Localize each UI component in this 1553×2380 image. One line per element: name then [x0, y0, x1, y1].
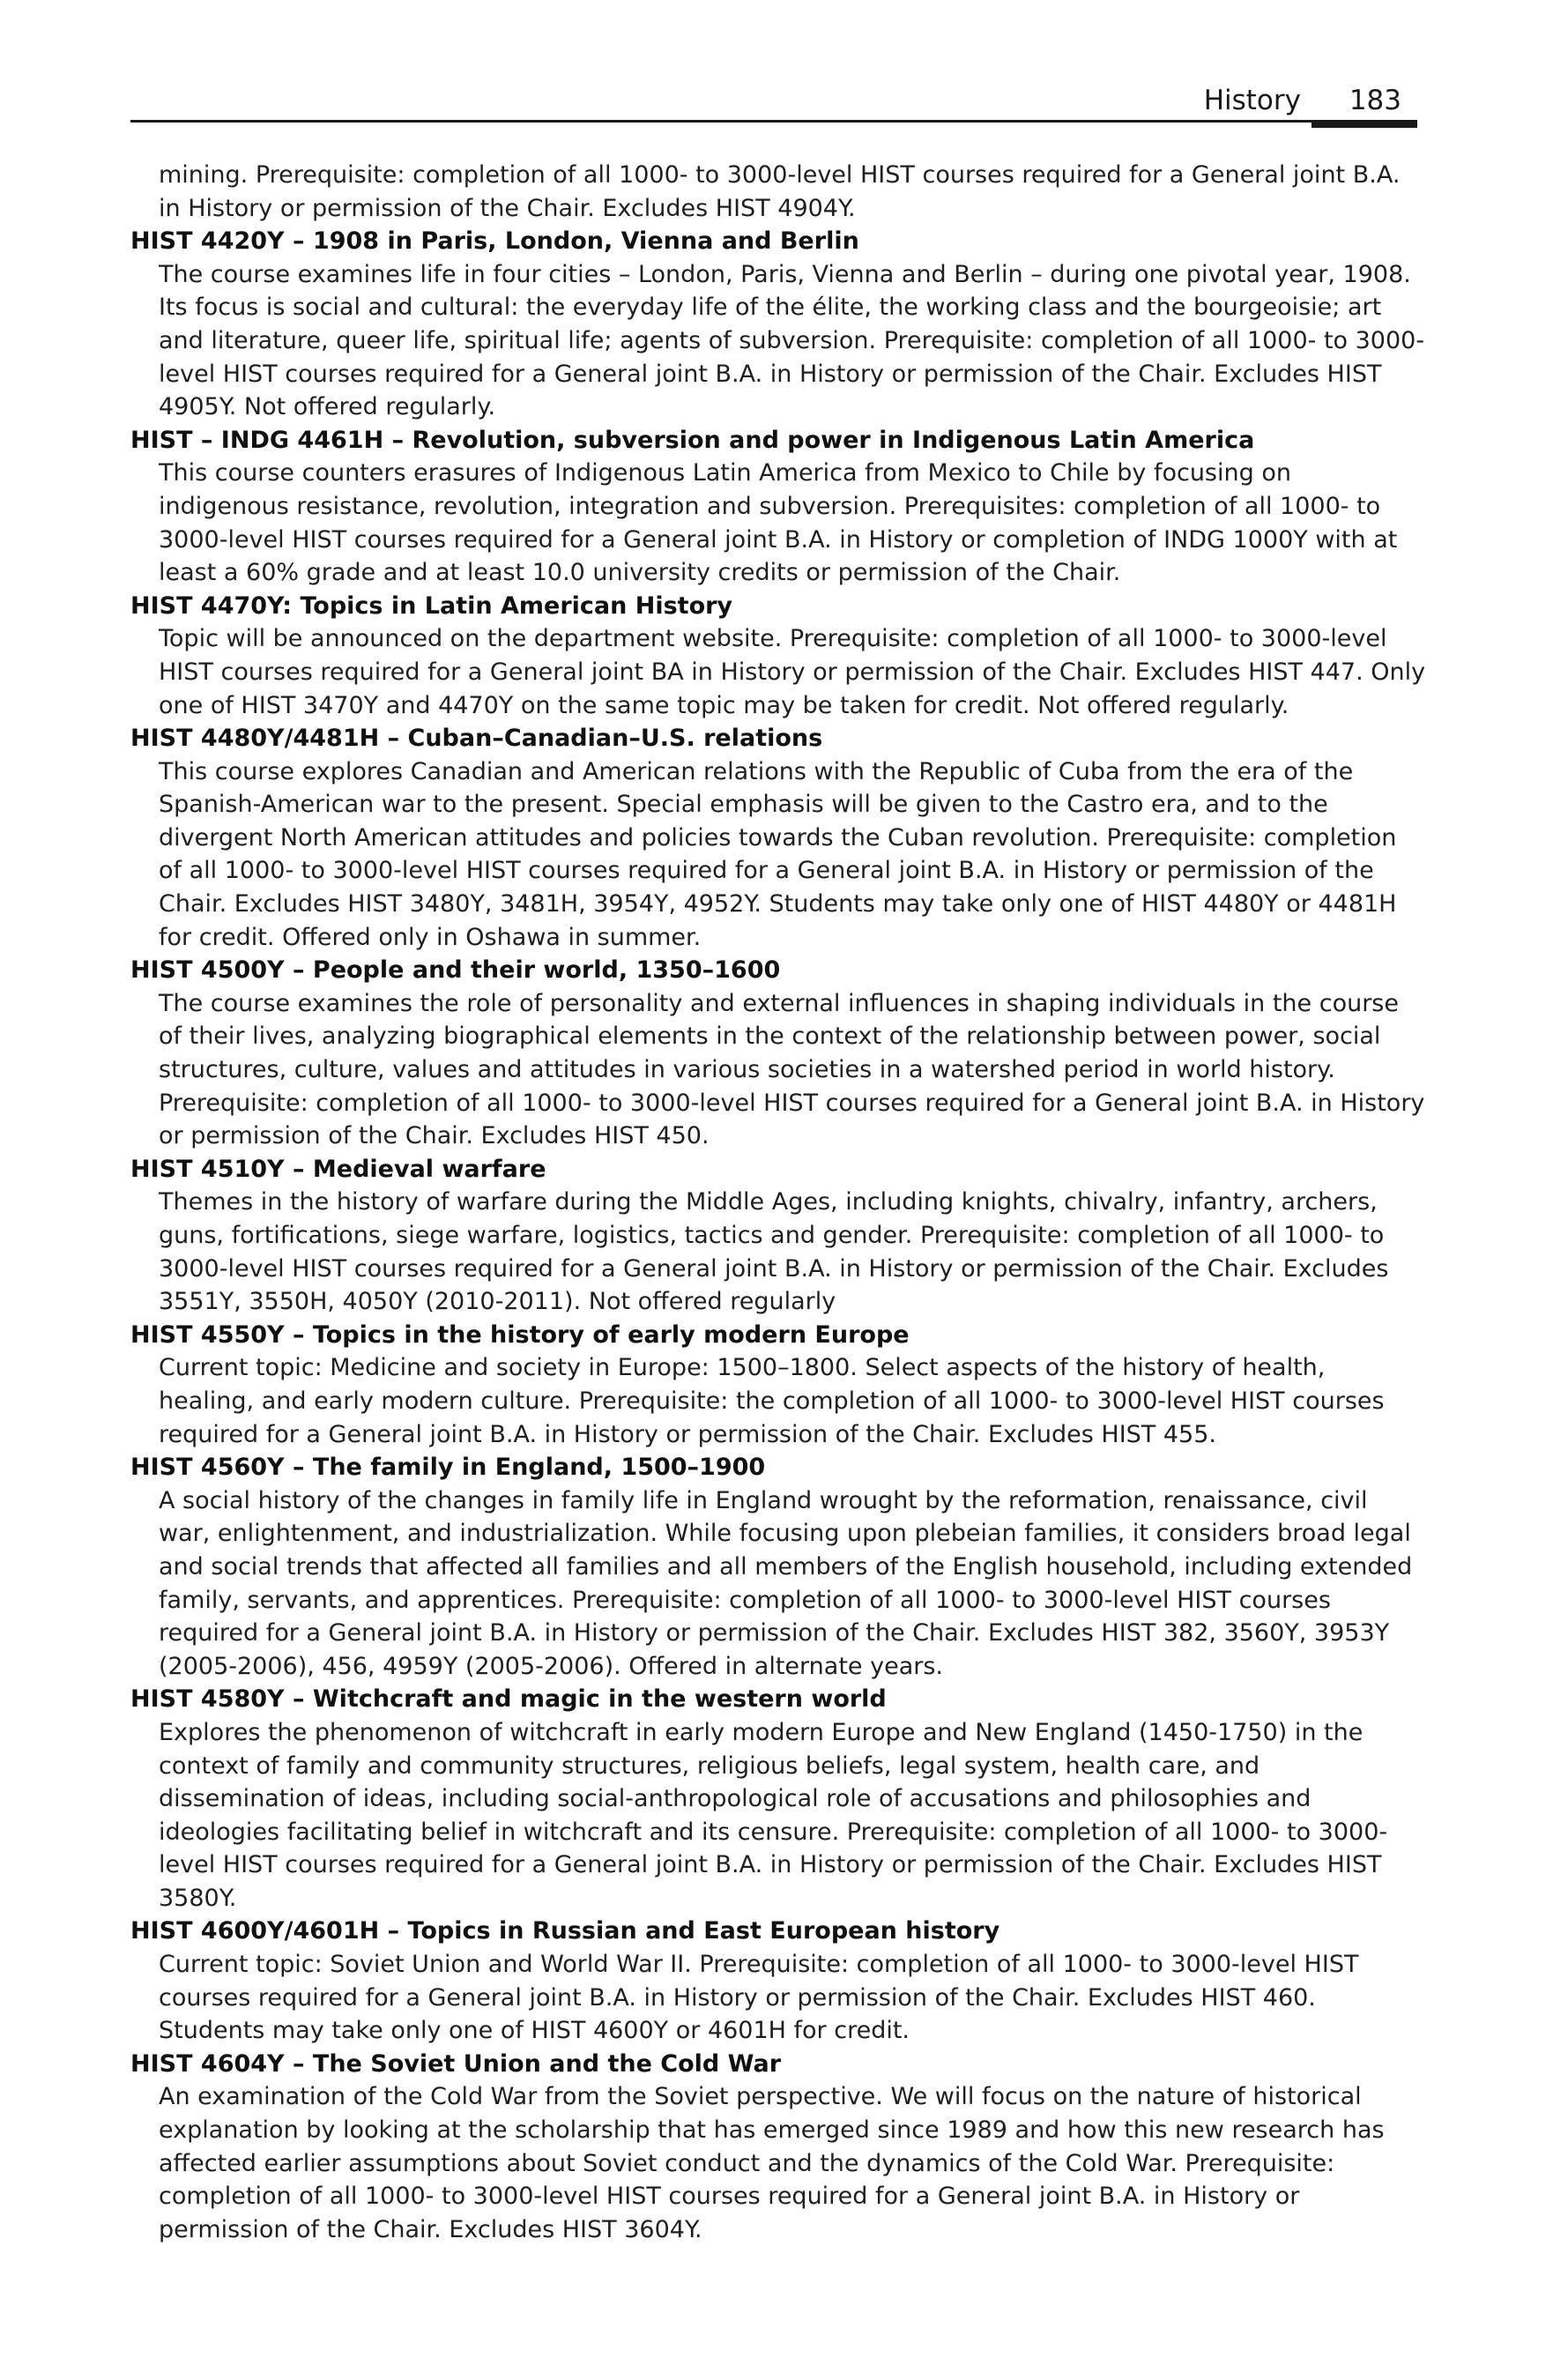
- course-description: A social history of the changes in family life in England wrought by the reformation, renaissance, civil war, enlightenment, and industrialization. While focusing upon plebeian families, it considers broad legal and social trends that affected all families and all members of the English household, including extended family, servants, and apprentices. Prerequisite: completion of all 1000- to 3000-level HIST courses required for a General joint B.A. in History or permission of the Chair. Excludes HIST 382, 3560Y, 3953Y (2005-2006), 456, 4959Y (2005-2006). Offered in alternate years.: [159, 1486, 1413, 1680]
- course-description: Current topic: Soviet Union and World War II. Prerequisite: completion of all 1000- to 3000-level HIST courses required for a General joint B.A. in History or permission of the Chair. Excludes HIST 460. Students may take only one of HIST 4600Y or 4601H for credit.: [159, 1951, 1359, 2045]
- course-description: Explores the phenomenon of witchcraft in early modern Europe and New England (1450-1750) in the context of family and community structures, religious beliefs, legal system, health care, and dissemination of ideas, including social-anthropological role of accusations and philosophies and ideologies facilitating belief in witchcraft and its censure. Prerequisite: completion of all 1000- to 3000-level HIST courses required for a General joint B.A. in History or permission of the Chair. Excludes HIST 3580Y.: [159, 1718, 1388, 1912]
- course-entry: [130, 590, 1426, 722]
- course-title: HIST – INDG 4461H – Revolution, subversion and power in Indigenous Latin America: [130, 426, 1255, 454]
- course-title: HIST 4500Y – People and their world, 1350–1600: [130, 956, 781, 985]
- running-header-section: History: [1203, 85, 1301, 116]
- course-entry: [130, 1153, 1426, 1319]
- course-title: HIST 4480Y/4481H – Cuban–Canadian–U.S. relations: [130, 725, 823, 753]
- course-title: HIST 4604Y – The Soviet Union and the Cold War: [130, 2049, 782, 2078]
- course-entry: [130, 1683, 1426, 1915]
- course-description: Topic will be announced on the department website. Prerequisite: completion of all 1000- to 3000-level HIST courses required for a General joint BA in History or permission of the Chair. Excludes HIST 447. Only one of HIST 3470Y and 4470Y on the same topic may be taken for credit. Not offered regularly.: [159, 625, 1426, 719]
- course-description: This course counters erasures of Indigenous Latin America from Mexico to Chile by focusing on indigenous resistance, revolution, integration and subversion. Prerequisites: completion of all 1000- to 3000-level HIST courses required for a General joint B.A. in History or completion of INDG 1000Y with at least a 60% grade and at least 10.0 university credits or permission of the Chair.: [159, 459, 1398, 587]
- course-entry: [130, 424, 1426, 590]
- course-title: HIST 4600Y/4601H – Topics in Russian and East European history: [130, 1917, 1000, 1945]
- course-entry: [130, 1319, 1426, 1451]
- course-description: The course examines the role of personality and external influences in shaping individuals in the course of their lives, analyzing biographical elements in the context of the relationship between power, social structures, culture, values and attitudes in various societies in a watershed period in world history. Prerequisite: completion of all 1000- to 3000-level HIST courses required for a General joint B.A. in History or permission of the Chair. Excludes HIST 450.: [159, 989, 1425, 1150]
- header-rule: [130, 120, 1417, 123]
- course-title: HIST 4550Y – Topics in the history of early modern Europe: [130, 1320, 910, 1349]
- course-title: HIST 4560Y – The family in England, 1500–1900: [130, 1454, 766, 1482]
- course-entry: [130, 225, 1426, 424]
- course-entry: [130, 1915, 1426, 2047]
- course-title: HIST 4470Y: Topics in Latin American History: [130, 591, 733, 620]
- page-header: [130, 78, 1417, 123]
- course-description: Current topic: Medicine and society in Europe: 1500–1800. Select aspects of the history of health, healing, and early modern culture. Prerequisite: the completion of all 1000- to 3000-level HIST courses required for a General joint B.A. in History or permission of the Chair. Excludes HIST 455.: [159, 1354, 1385, 1448]
- course-description: This course explores Canadian and American relations with the Republic of Cuba from the era of the Spanish-American war to the present. Special emphasis will be given to the Castro era, and to the divergent North American attitudes and policies towards the Cuban revolution. Prerequisite: completion of all 1000- to 3000-level HIST courses required for a General joint B.A. in History or permission of the Chair. Excludes HIST 3480Y, 3481H, 3954Y, 4952Y. Students may take only one of HIST 4480Y or 4481H for credit. Offered only in Oshawa in summer.: [159, 757, 1397, 951]
- course-listings: [130, 159, 1426, 2246]
- course-entry: [130, 2048, 1426, 2247]
- course-entry: [130, 1451, 1426, 1683]
- course-entry: [130, 954, 1426, 1153]
- page-number: 183: [1349, 85, 1401, 116]
- continued-text: mining. Prerequisite: completion of all 1000- to 3000-level HIST courses required for a General joint B.A. in History or permission of the Chair. Excludes HIST 4904Y.: [159, 161, 1401, 222]
- course-title: HIST 4580Y – Witchcraft and magic in the western world: [130, 1685, 887, 1714]
- course-title: HIST 4510Y – Medieval warfare: [130, 1155, 546, 1183]
- course-title: HIST 4420Y – 1908 in Paris, London, Vienna and Berlin: [130, 227, 859, 256]
- course-entry: [130, 722, 1426, 954]
- course-description: Themes in the history of warfare during the Middle Ages, including knights, chivalry, infantry, archers, guns, fortifications, siege warfare, logistics, tactics and gender. Prerequisite: completion of all 1000- to 3000-level HIST courses required for a General joint B.A. in History or permission of the Chair. Excludes 3551Y, 3550H, 4050Y (2010-2011). Not offered regularly: [159, 1188, 1389, 1316]
- course-description: The course examines life in four cities – London, Paris, Vienna and Berlin – during one pivotal year, 1908. Its focus is social and cultural: the everyday life of the élite, the working class and the bourgeoisie; art and literature, queer life, spiritual life; agents of subversion. Prerequisite: completion of all 1000- to 3000-level HIST courses required for a General joint B.A. in History or permission of the Chair. Excludes HIST 4905Y. Not offered regularly.: [159, 260, 1425, 421]
- course-description: An examination of the Cold War from the Soviet perspective. We will focus on the nature of historical explanation by looking at the scholarship that has emerged since 1989 and how this new research has affected earlier assumptions about Soviet conduct and the dynamics of the Cold War. Prerequisite: completion of all 1000- to 3000-level HIST courses required for a General joint B.A. in History or permission of the Chair. Excludes HIST 3604Y.: [159, 2083, 1385, 2243]
- header-tab: [1312, 120, 1417, 128]
